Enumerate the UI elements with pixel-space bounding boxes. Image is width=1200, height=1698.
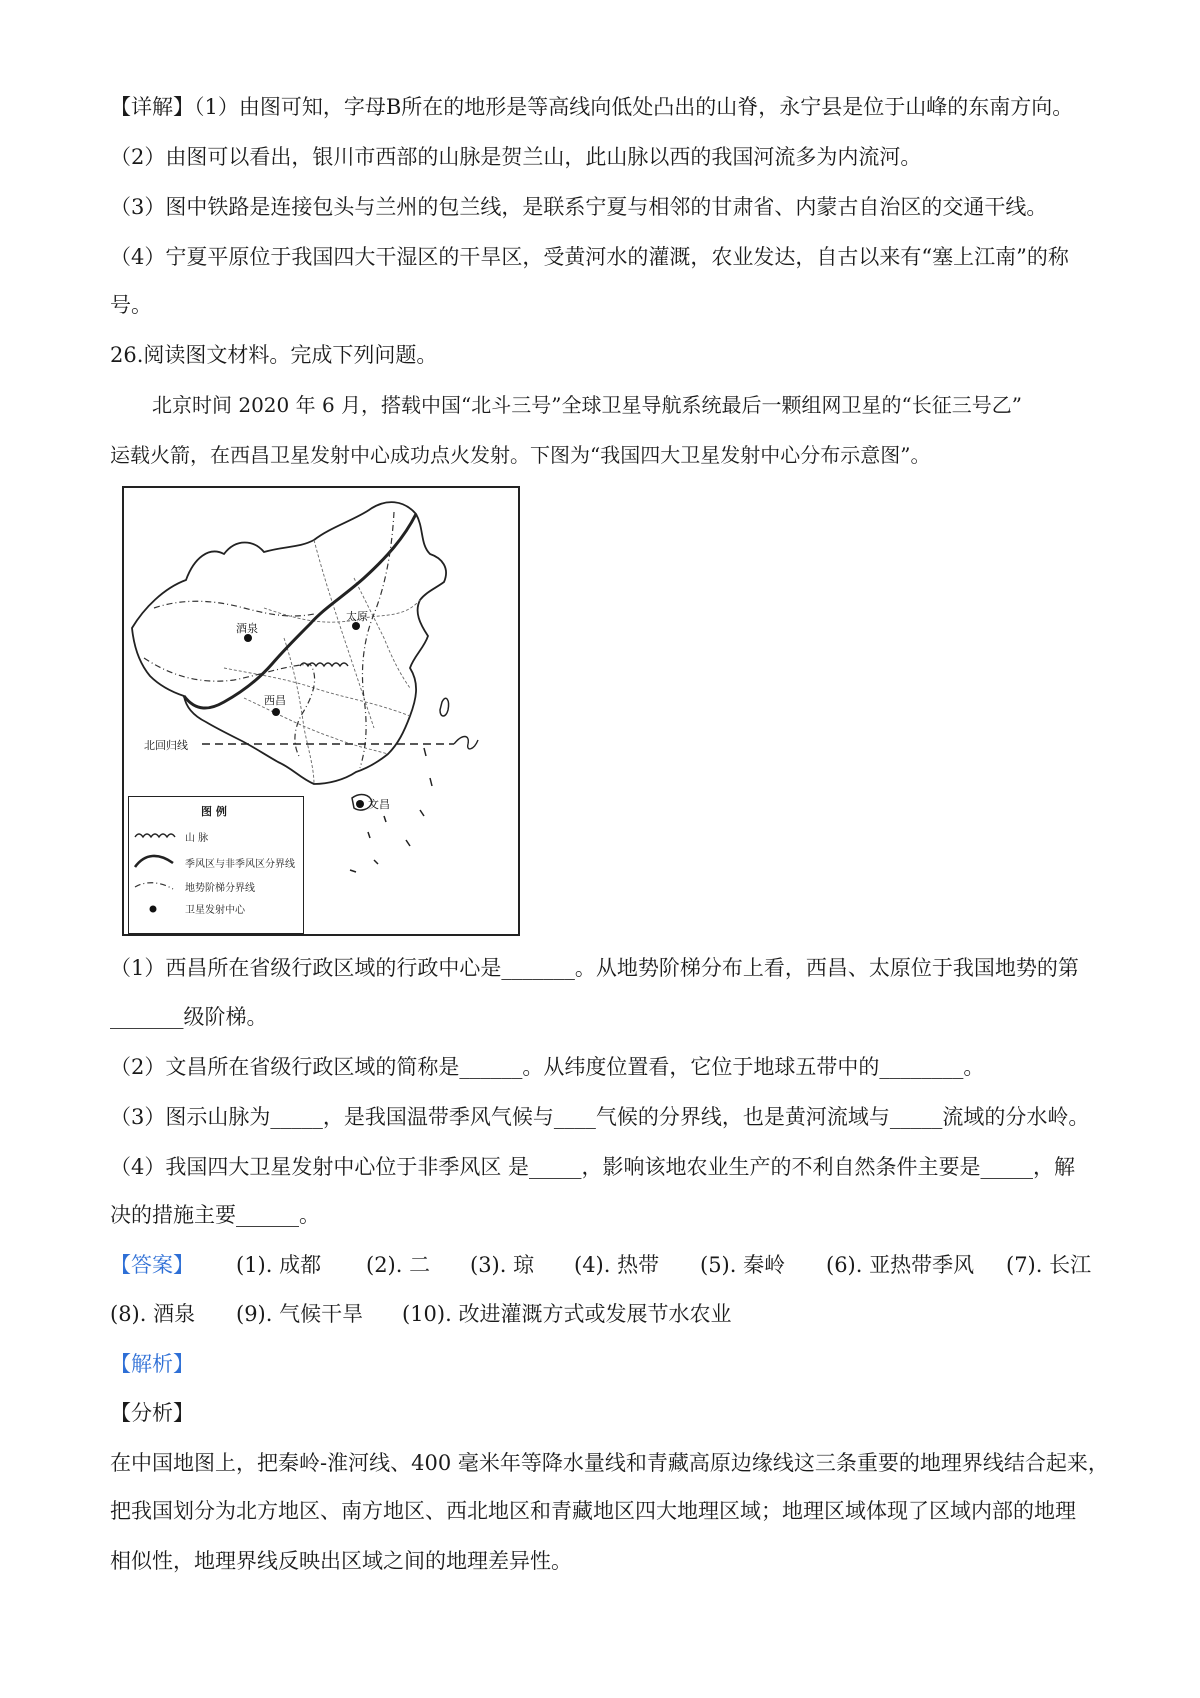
terrain-boundary-2 (360, 512, 394, 768)
detail-paragraph-3: （3）图中铁路是连接包头与兰州的包兰线，是联系宁夏与相邻的甘肃省、内蒙古自治区的交通干线。 (110, 195, 1048, 219)
xichang-label: 西昌 (264, 694, 286, 707)
tropic-of-cancer-label: 北回归线 (144, 739, 188, 752)
detail-paragraph-4: （4）宁夏平原位于我国四大干湿区的干旱区，受黄河水的灌溉，农业发达，自古以来有“塞上江南”的称 (110, 245, 1069, 269)
question-intro-1: 北京时间 2020 年 6 月，搭载中国“北斗三号”全球卫星导航系统最后一颗组网卫星的“长征三号乙” (152, 393, 1022, 417)
legend-title: 图 例 (201, 805, 227, 818)
wenchang-label: 文昌 (368, 798, 390, 811)
subquestion-2: （2）文昌所在省级行政区域的简称是______。从纬度位置看，它位于地球五带中的________。 (110, 1055, 985, 1079)
subquestion-1: （1）西昌所在省级行政区域的行政中心是_______。从地势阶梯分布上看，西昌、太原位于我国地势的第 (110, 956, 1079, 980)
subquestion-1-cont: _______级阶梯。 (110, 1005, 268, 1029)
legend-monsoon-boundary-label: 季风区与非季风区分界线 (185, 859, 295, 870)
question-intro-2: 运载火箭，在西昌卫星发射中心成功点火发射。下图为“我国四大卫星发射中心分布示意图”。 (110, 443, 931, 467)
subquestion-4: （4）我国四大卫星发射中心位于非季风区 是_____，影响该地农业生产的不利自然条件主要是_____，解 (110, 1155, 1076, 1179)
tropic-curl (454, 737, 478, 749)
jiuquan-label: 酒泉 (236, 622, 258, 635)
answer-item-9: (9). 气候干旱 (236, 1302, 364, 1326)
answer-label: 【答案】 (110, 1253, 194, 1277)
xichang-launch-center-dot (272, 708, 280, 716)
answer-item-7: (7). 长江 (1006, 1253, 1092, 1277)
answer-item-8: (8). 酒泉 (110, 1302, 196, 1326)
detail-label: 【详解】 (110, 95, 194, 119)
answer-item-4: (4). 热带 (574, 1253, 660, 1277)
subquestion-3: （3）图示山脉为_____，是我国温带季风气候与____气候的分界线，也是黄河流域与_____流域的分水岭。 (110, 1105, 1090, 1129)
satellite-launch-center-map (122, 486, 520, 936)
analysis-paragraph-1: 在中国地图上，把秦岭-淮河线、400 毫米年等降水量线和青藏高原边缘线这三条重要的地理界线结合起来， (110, 1451, 1109, 1475)
answer-item-6: (6). 亚热带季风 (826, 1253, 975, 1277)
terrain-boundary-3 (154, 601, 314, 616)
taiyuan-label: 太原 (346, 610, 368, 623)
analysis-label: 【解析】 (110, 1352, 194, 1376)
answer-row-2 (110, 1299, 1100, 1329)
analysis-paragraph-3: 相似性，地理界线反映出区域之间的地理差异性。 (110, 1549, 572, 1573)
answer-item-10: (10). 改进灌溉方式或发展节水农业 (402, 1302, 732, 1326)
legend-launch-center-label: 卫星发射中心 (185, 905, 245, 916)
monsoon-boundary-line (184, 514, 416, 708)
answer-item-3: (3). 琼 (470, 1253, 535, 1277)
legend-mountain-symbol (135, 834, 175, 837)
legend-mountain-label: 山 脉 (185, 833, 209, 844)
wenchang-launch-center-dot (356, 800, 364, 808)
answer-item-2: (2). 二 (366, 1253, 431, 1277)
analysis-paragraph-2: 把我国划分为北方地区、南方地区、西北地区和青藏地区四大地理区域；地理区域体现了区域内部的地理 (110, 1499, 1076, 1523)
analysis-sub-label: 【分析】 (110, 1401, 194, 1425)
qinling-mountain-symbol (300, 663, 348, 666)
legend-launch-center-symbol (150, 906, 157, 913)
legend-terrain-boundary-symbol (135, 883, 173, 889)
legend-terrain-boundary-label: 地势阶梯分界线 (185, 883, 255, 894)
map-legend (128, 796, 304, 934)
legend-monsoon-boundary-symbol (135, 856, 173, 867)
answer-item-1: (1). 成都 (236, 1253, 322, 1277)
detail-paragraph-1: 【详解】（1）由图可知，字母B所在的地形是等高线向低处凸出的山脊，永宁县是位于山峰的东南方向。 (110, 95, 1074, 119)
subquestion-4-cont: 决的措施主要______。 (110, 1203, 320, 1227)
question-title: 26.阅读图文材料。完成下列问题。 (110, 343, 438, 367)
answer-item-5: (5). 秦岭 (700, 1253, 786, 1277)
detail-paragraph-4-cont: 号。 (110, 293, 152, 317)
detail-paragraph-2: （2）由图可以看出，银川市西部的山脉是贺兰山，此山脉以西的我国河流多为内流河。 (110, 145, 922, 169)
taiwan-island (440, 698, 449, 716)
answer-row-1 (110, 1250, 1100, 1280)
